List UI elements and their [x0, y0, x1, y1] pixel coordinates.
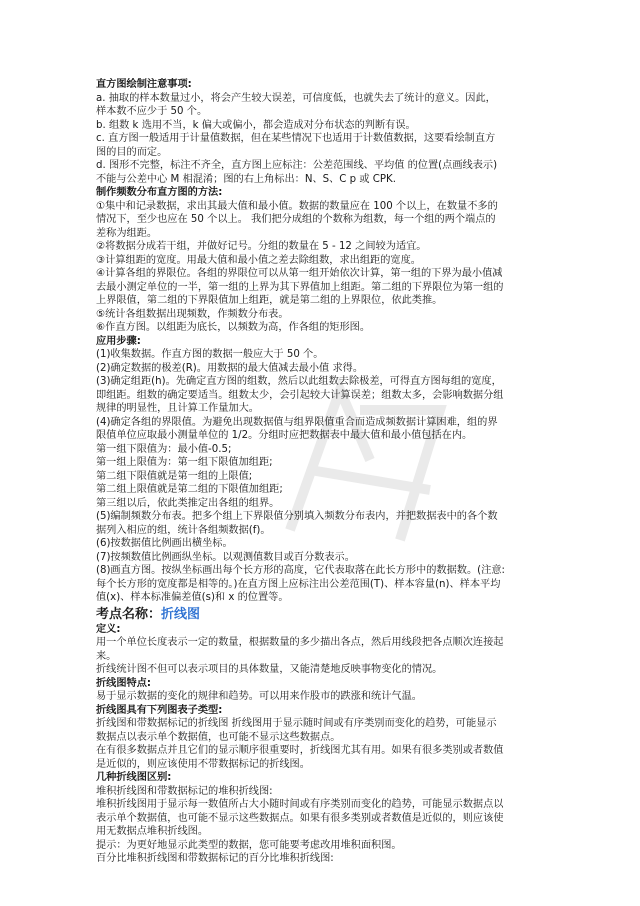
- text-line: (1)收集数据。作直方图的数据一般应大于 50 个。: [96, 349, 324, 360]
- topic-value-link[interactable]: 折线图: [161, 606, 201, 622]
- text-line: 来。: [96, 650, 117, 662]
- text-line: ⑥作直方图。以组距为底长，以频数为高，作各组的矩形图。: [96, 322, 371, 333]
- text-line: (4)确定各组的界限值。为避免出现数据值与组界限值重合而造成频数据计算困难，组的界: [96, 416, 498, 428]
- document-page: [96, 78, 548, 866]
- text-line: b. 组数 k 选用不当，k 偏大或偏小，都会造成对分布状态的判断有误。: [96, 119, 416, 131]
- text-line: ④计算各组的界限位。各组的界限位可以从第一组开始依次计算，第一组的下界为最小值减: [96, 268, 503, 279]
- text-line: 第二组上限值就是第二组的下限值加组距;: [96, 484, 283, 495]
- text-line: 情况下，至少也应在 50 个以上。 我们把分成组的个数称为组数，每一个组的两个端点的: [96, 214, 496, 225]
- section-heading: 折线图特点:: [96, 677, 152, 689]
- text-line: ②将数据分成若干组，并做好记号。分组的数量在 5 - 12 之间较为适宜。: [96, 241, 427, 252]
- text-line: 数据点以表示单个数据值，也可能不显示这些数据点。: [96, 731, 341, 743]
- text-line: 折线统计图不但可以表示项目的具体数量，又能清楚地反映事物变化的情况。: [96, 664, 443, 675]
- section-heading: 折线图具有下列图表子类型:: [96, 704, 223, 716]
- section-heading: 几种折线图区别:: [96, 772, 172, 783]
- line-chart-section: [96, 623, 548, 866]
- text-line: (2)确定数据的极差(R)。用数据的最大值减去最小值 求得。: [96, 362, 364, 374]
- text-line: 第二组下限值就是第一组的上限值;: [96, 470, 253, 482]
- text-line: a. 抽取的样本数量过小，将会产生较大误差，可信度低，也就失去了统计的意义。因此，: [96, 92, 496, 104]
- text-line: 值(x)、样本标准偏差值(s)和 x 的位置等。: [96, 592, 289, 603]
- text-line: 每个长方形的宽度都是相等的。)在直方图上应标注出公差范围(T)、样本容量(n)、样本平均: [96, 578, 501, 590]
- text-line: 去最小测定单位的一半，第一组的上界为其下界值加上组距。第二组的下界限位为第一组的: [96, 281, 504, 293]
- text-line: 堆积折线图用于显示每一数值所占大小随时间或有序类别而变化的趋势，可能显示数据点以: [96, 799, 504, 810]
- text-line: ①集中和记录数据，求出其最大值和最小值。数据的数量应在 100 个以上，在数量不多的: [96, 200, 498, 212]
- text-line: (3)确定组距(h)。先确定直方图的组数，然后以此组数去除极差，可得直方图每组的宽度，: [96, 376, 502, 387]
- section-heading: 直方图绘制注意事项:: [96, 79, 192, 90]
- text-line: 即组距。组数的确定要适当。组数太少，会引起较大计算误差；组数太多，会影响数据分组: [96, 389, 504, 401]
- text-line: 差称为组距。: [96, 227, 158, 239]
- text-line: 限值单位应取最小测量单位的 1/2。分组时应把数据表中最大值和最小值包括在内。: [96, 430, 473, 441]
- section-heading: 定义:: [96, 623, 121, 635]
- text-line: 在有很多数据点并且它们的显示顺序很重要时，折线图尤其有用。如果有很多类别或者数值: [96, 745, 504, 756]
- text-line: ③计算组距的宽度。用最大值和最小值之差去除组数，求出组距的宽度。: [96, 254, 421, 266]
- text-line: (8)画直方图。按纵坐标画出每个长方形的高度，它代表取落在此长方形中的数据数。(注意:: [96, 565, 505, 576]
- text-line: c. 直方图一般适用于计量值数据，但在某些情况下也适用于计数值数据，这要看绘制直方: [96, 133, 496, 144]
- text-line: 不能与公差中心 M 相混淆；图的右上角标出：N、S、C p 或 CPK.: [96, 173, 396, 185]
- text-line: ⑤统计各组数据出现频数，作频数分布表。: [96, 308, 289, 320]
- text-line: 上界限值，第二组的下界限值加上组距，就是第二组的上界限位，依此类推。: [96, 295, 443, 306]
- text-line: 样本数不应少于 50 个。: [96, 106, 208, 117]
- text-line: 图的目的而定。: [96, 146, 168, 158]
- text-line: (7)按频数值比例画纵坐标。以观测值数目或百分数表示。: [96, 551, 355, 563]
- histogram-section: [96, 78, 548, 605]
- text-line: (5)编制频数分布表。把多个组上下界限值分别填入频数分布表内，并把数据表中的各个数: [96, 511, 498, 522]
- text-line: 用无数据点堆积折线图。: [96, 826, 209, 837]
- topic-label: 考点名称：: [96, 606, 162, 622]
- text-line: 表示单个数据值，也可能不显示这些数据点。如果有很多类别或者数值是近似的，则应该使: [96, 812, 504, 824]
- text-line: 第一组上限值为：第一组下限值加组距;: [96, 457, 273, 468]
- text-line: 折线图和带数据标记的折线图 折线图用于显示随时间或有序类别而变化的趋势，可能显示: [96, 718, 497, 729]
- section-heading: 制作频数分布直方图的方法:: [96, 187, 223, 198]
- topic-heading: [96, 606, 548, 623]
- text-line: 易于显示数据的变化的规律和趋势。可以用来作股市的跌涨和统计气温。: [96, 691, 422, 702]
- text-line: 第一组下限值为：最小值-0.5;: [96, 443, 232, 455]
- text-line: 第三组以后，依此类推定出各组的组界。: [96, 497, 280, 509]
- text-line: 据列入相应的组，统计各组频数据(f)。: [96, 524, 271, 536]
- text-line: 用一个单位长度表示一定的数量，根据数量的多少描出各点，然后用线段把各点顺次连接起: [96, 637, 504, 648]
- text-line: 规律的明显性，且计算工作量加大。: [96, 403, 259, 414]
- text-line: d. 图形不完整，标注不齐全，直方图上应标注：公差范围线、平均值 的位置(点画线表示): [96, 160, 498, 171]
- section-heading: 应用步骤:: [96, 335, 141, 347]
- text-line: 提示：为更好地显示此类型的数据，您可能要考虑改用堆积面积图。: [96, 839, 402, 851]
- text-line: 是近似的，则应该使用不带数据标记的折线图。: [96, 758, 310, 770]
- text-line: (6)按数据值比例画出横坐标。: [96, 538, 233, 549]
- text-line: 百分比堆积折线图和带数据标记的百分比堆积折线图:: [96, 853, 334, 864]
- text-line: 堆积折线图和带数据标记的堆积折线图:: [96, 785, 273, 797]
